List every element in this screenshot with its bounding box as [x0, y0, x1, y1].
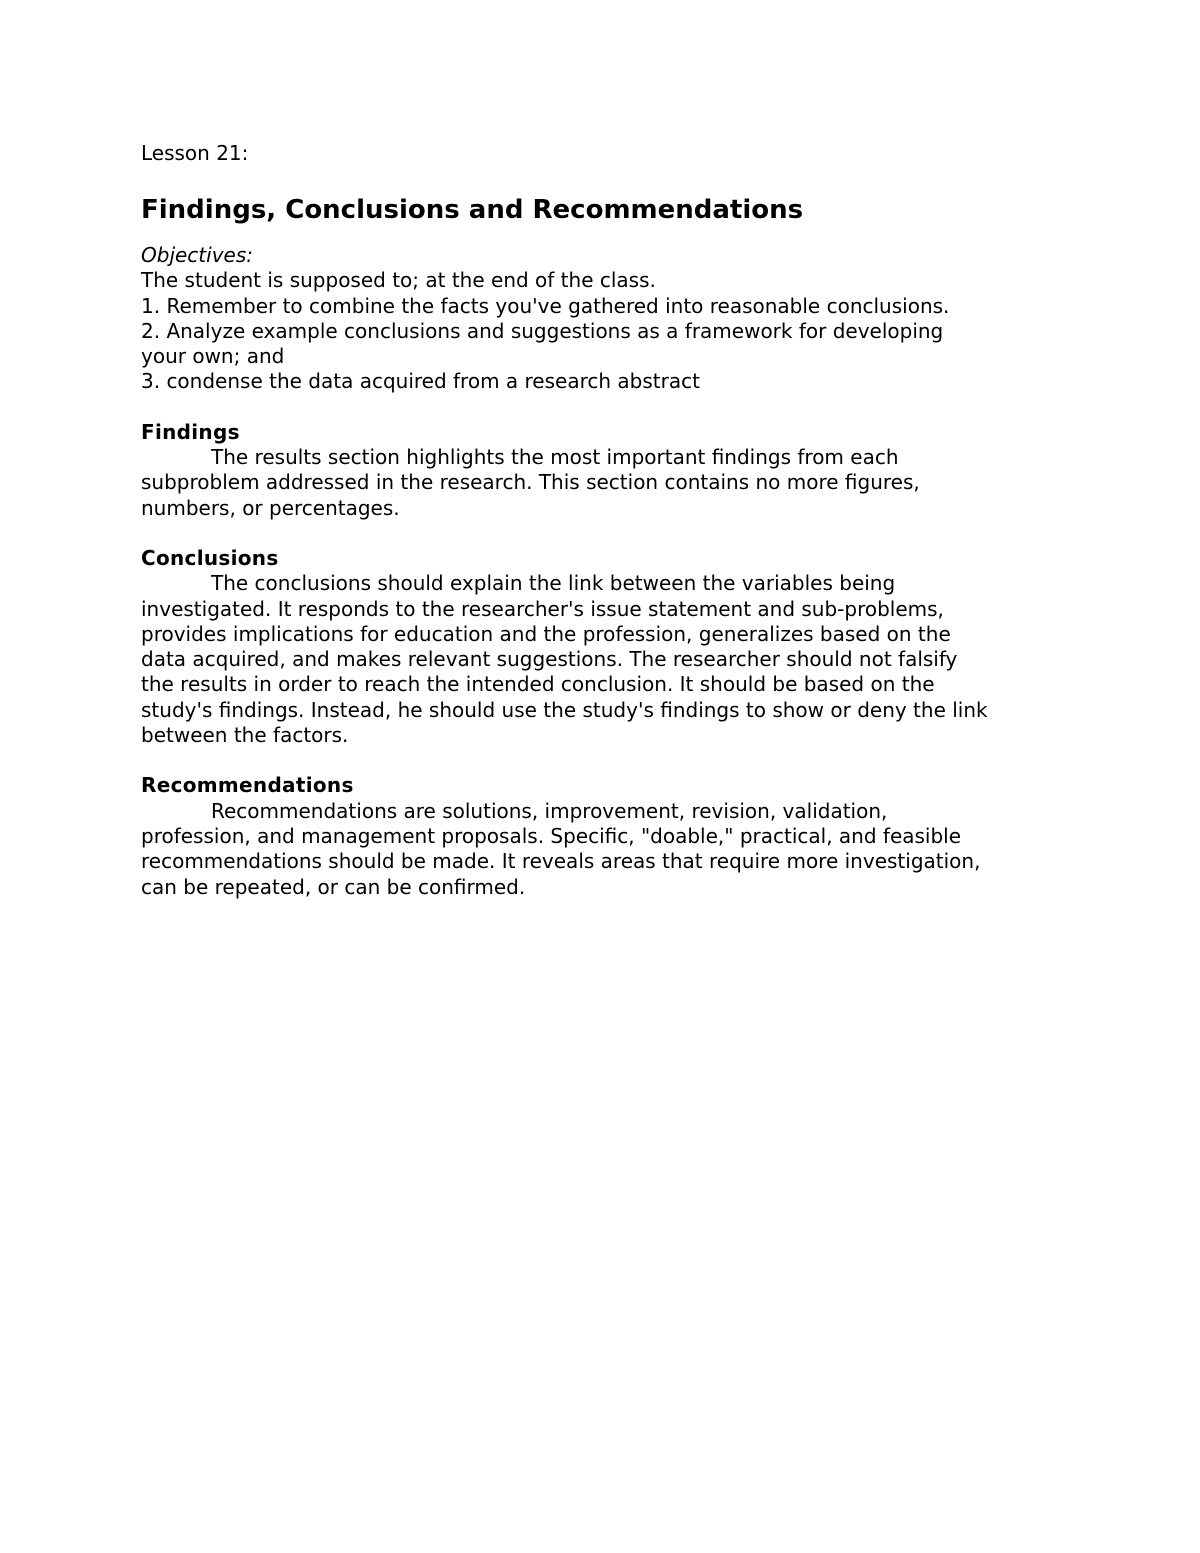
paragraph-line: provides implications for education and the profession, generalizes based on the — [141, 621, 951, 646]
paragraph-line: subproblem addressed in the research. This section contains no more figures, — [141, 470, 920, 495]
document-title: Findings, Conclusions and Recommendations — [141, 195, 804, 225]
section-heading-findings: Findings — [141, 419, 240, 444]
paragraph-line: can be repeated, or can be confirmed. — [141, 874, 526, 899]
paragraph-text: Recommendations are solutions, improvement, revision, validation, — [211, 798, 888, 823]
objectives-label: Objectives: — [141, 243, 253, 267]
paragraph-line: the results in order to reach the intended conclusion. It should be based on the — [141, 672, 935, 697]
paragraph-line: numbers, or percentages. — [141, 495, 400, 520]
objectives-line: 2. Analyze example conclusions and suggestions as a framework for developing — [141, 318, 944, 343]
paragraph-line: study's findings. Instead, he should use the study's findings to show or deny the link — [141, 697, 988, 722]
objectives-line: your own; and — [141, 344, 285, 369]
objectives-line: 3. condense the data acquired from a research abstract — [141, 369, 700, 394]
paragraph-line: data acquired, and makes relevant suggestions. The researcher should not falsify — [141, 647, 958, 672]
paragraph-line: between the factors. — [141, 723, 349, 748]
section-heading-recommendations: Recommendations — [141, 773, 354, 798]
document-page — [141, 140, 1071, 900]
paragraph-line: investigated. It responds to the researcher's issue statement and sub-problems, — [141, 596, 944, 621]
paragraph-line — [141, 571, 1071, 596]
objectives-line: The student is supposed to; at the end of the class. — [141, 268, 656, 293]
objectives-block — [141, 243, 1071, 395]
section-heading-conclusions: Conclusions — [141, 545, 279, 570]
section-conclusions — [141, 546, 1071, 748]
section-recommendations — [141, 773, 1071, 899]
paragraph-line: profession, and management proposals. Specific, "doable," practical, and feasible — [141, 823, 962, 848]
objectives-line: 1. Remember to combine the facts you've gathered into reasonable conclusions. — [141, 293, 950, 318]
paragraph-line — [141, 445, 1071, 470]
paragraph-line: recommendations should be made. It reveals areas that require more investigation, — [141, 849, 981, 874]
lesson-number: Lesson 21: — [141, 141, 249, 165]
section-findings — [141, 420, 1071, 521]
paragraph-text: The results section highlights the most important findings from each — [211, 445, 899, 470]
paragraph-text: The conclusions should explain the link between the variables being — [211, 571, 896, 596]
paragraph-line — [141, 799, 1071, 824]
